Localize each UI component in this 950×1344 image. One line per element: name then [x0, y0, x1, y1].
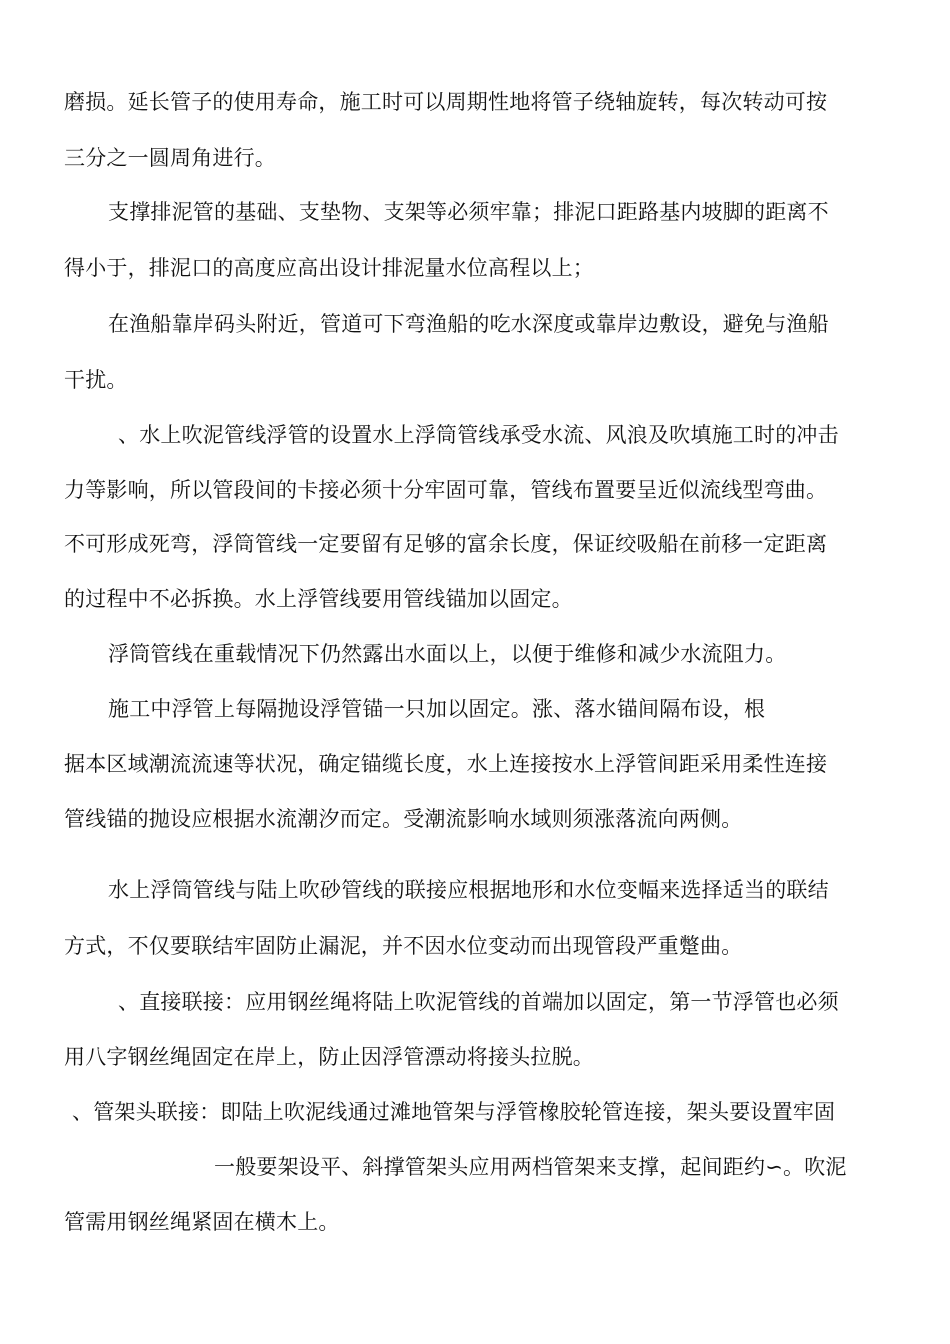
text-line: 支撑排泥管的基础、支垫物、支架等必须牢靠；排泥口距路基内坡脚的距离不	[108, 200, 829, 224]
text-line: 浮筒管线在重载情况下仍然露出水面以上，以便于维修和减少水流阻力。	[108, 642, 787, 666]
text-line: 的过程中不必拆换。水上浮管线要用管线锚加以固定。	[64, 587, 573, 611]
text-line: 水上浮筒管线与陆上吹砂管线的联接应根据地形和水位变幅来选择适当的联结	[108, 878, 829, 902]
text-line: 磨损。延长管子的使用寿命，施工时可以周期性地将管子绕轴旋转，每次转动可按	[64, 90, 828, 114]
text-line: 一般要架设平、斜撑管架头应用两档管架来支撑，起间距约∽。吹泥	[214, 1155, 847, 1179]
text-line: 干扰。	[64, 368, 128, 392]
text-line: 、水上吹泥管线浮管的设置水上浮筒管线承受水流、风浪及吹填施工时的冲击	[118, 423, 839, 447]
text-line: 得小于，排泥口的高度应高出设计排泥量水位高程以上；	[64, 256, 594, 280]
text-line: 管线锚的抛设应根据水流潮汐而定。受潮流影响水域则须涨落流向两侧。	[64, 807, 743, 831]
text-line: 据本区域潮流流速等状况，确定锚缆长度，水上连接按水上浮管间距采用柔性连接	[64, 752, 828, 776]
text-line: 施工中浮管上每隔抛设浮管锚一只加以固定。涨、落水锚间隔布设，根	[108, 697, 766, 721]
text-line: 力等影响，所以管段间的卡接必须十分牢固可靠，管线布置要呈近似流线型弯曲。	[64, 478, 828, 502]
text-line: 、直接联接：应用钢丝绳将陆上吹泥管线的首端加以固定，第一节浮管也必须	[118, 990, 839, 1014]
text-line: 在渔船靠岸码头附近，管道可下弯渔船的吃水深度或靠岸边敷设，避免与渔船	[108, 312, 829, 336]
text-line: 三分之一圆周角进行。	[64, 146, 276, 170]
text-line: 管需用钢丝绳紧固在横木上。	[64, 1210, 340, 1234]
text-line: 、管架头联接：即陆上吹泥线通过滩地管架与浮管橡胶轮管连接，架头要设置牢固	[72, 1100, 836, 1124]
text-line: 方式，不仅要联结牢固防止漏泥，并不因水位变动而出现管段严重蹩曲。	[64, 934, 743, 958]
text-line: 用八字钢丝绳固定在岸上，防止因浮管漂动将接头拉脱。	[64, 1045, 594, 1069]
text-line: 不可形成死弯，浮筒管线一定要留有足够的富余长度，保证绞吸船在前移一定距离	[64, 532, 828, 556]
